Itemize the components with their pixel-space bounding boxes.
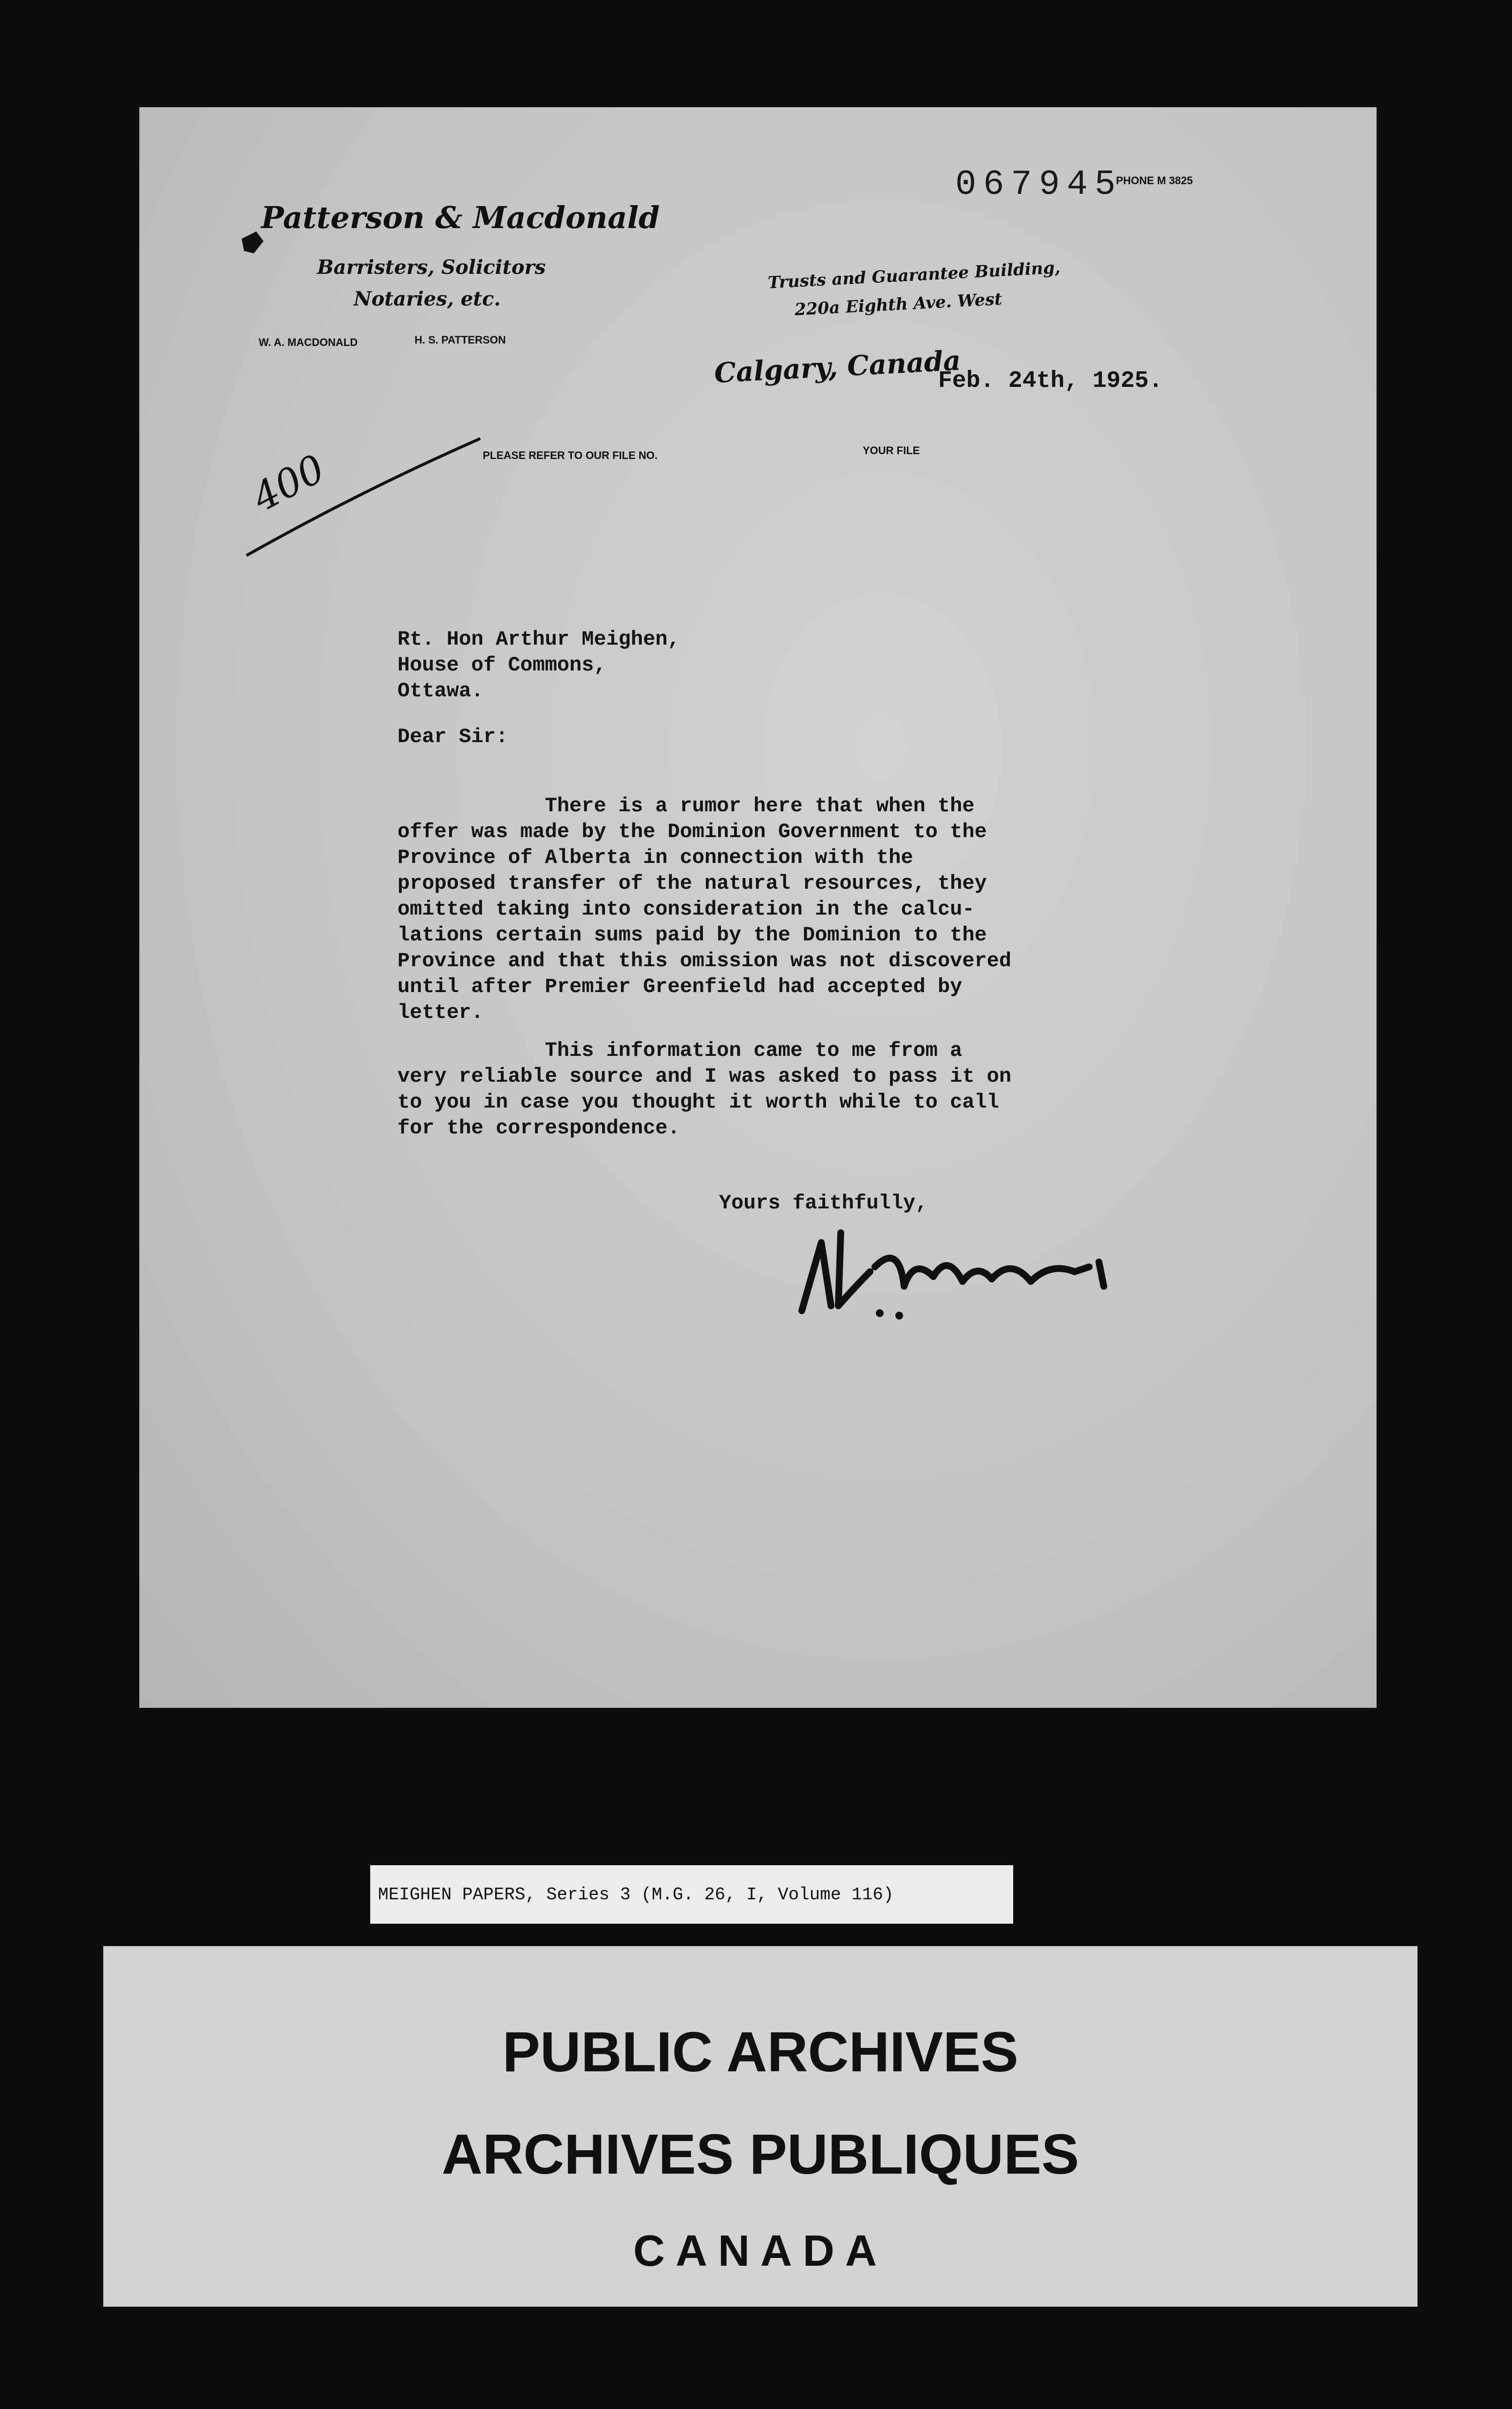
paragraph-line: omitted taking into consideration in the calcu- — [397, 898, 975, 921]
ink-blot — [237, 229, 266, 258]
recipient-line-1: Rt. Hon Arthur Meighen, — [397, 628, 680, 651]
recipient-line-3: Ottawa. — [397, 679, 484, 703]
paragraph-1 — [397, 793, 1011, 1026]
archive-label-text: MEIGHEN PAPERS, Series 3 (M.G. 26, I, Volume 116) — [378, 1885, 894, 1905]
phone-number: PHONE M 3825 — [1116, 174, 1193, 187]
handwritten-signature — [787, 1213, 1128, 1330]
paragraph-2 — [397, 1038, 1011, 1141]
letter-date: Feb. 24th, 1925. — [938, 368, 1163, 394]
our-file-label: PLEASE REFER TO OUR FILE NO. — [483, 449, 658, 461]
your-file-label: YOUR FILE — [863, 444, 920, 457]
handwritten-file-number: 400 — [245, 445, 332, 521]
street-address: 220a Eighth Ave. West — [794, 289, 1003, 320]
paragraph-line: very reliable source and I was asked to pass it on — [397, 1065, 1012, 1088]
paragraph-line: offer was made by the Dominion Government to the — [397, 820, 987, 843]
paragraph-line: letter. — [397, 1001, 484, 1024]
paragraph-line: lations certain sums paid by the Dominion to the — [397, 923, 987, 947]
paragraph-line: until after Premier Greenfield had accepted by — [397, 975, 963, 998]
building-name: Trusts and Guarantee Building, — [767, 258, 1061, 293]
stamp-line-2: ARCHIVES PUBLIQUES — [441, 2122, 1079, 2186]
paragraph-line: This information came to me from a — [397, 1039, 963, 1062]
salutation: Dear Sir: — [397, 725, 508, 748]
city: Calgary, Canada — [713, 344, 962, 390]
paragraph-line: Province and that this omission was not discovered — [397, 949, 1012, 973]
document-number: 067945 — [955, 165, 1123, 205]
firm-name: Patterson & Macdonald — [261, 200, 660, 235]
letter-page — [139, 107, 1377, 1708]
closing: Yours faithfully, — [719, 1191, 928, 1215]
paragraph-line: to you in case you thought it worth while to call — [397, 1090, 1000, 1114]
stamp-line-1: PUBLIC ARCHIVES — [502, 2020, 1019, 2084]
paragraph-line: for the correspondence. — [397, 1116, 680, 1140]
partner-2: H. S. PATTERSON — [415, 334, 506, 346]
paragraph-line: There is a rumor here that when the — [397, 794, 975, 818]
firm-professions-2: Notaries, etc. — [354, 287, 501, 310]
paragraph-line: Province of Alberta in connection with the — [397, 846, 913, 869]
recipient-line-2: House of Commons, — [397, 653, 606, 677]
firm-professions-1: Barristers, Solicitors — [317, 256, 546, 279]
archive-stamp — [103, 1946, 1418, 2307]
stamp-line-3: CANADA — [633, 2227, 888, 2275]
partner-1: W. A. MACDONALD — [259, 336, 358, 348]
paragraph-line: proposed transfer of the natural resources, they — [397, 872, 987, 895]
handwritten-underline — [237, 424, 490, 570]
archive-label — [370, 1865, 1013, 1924]
